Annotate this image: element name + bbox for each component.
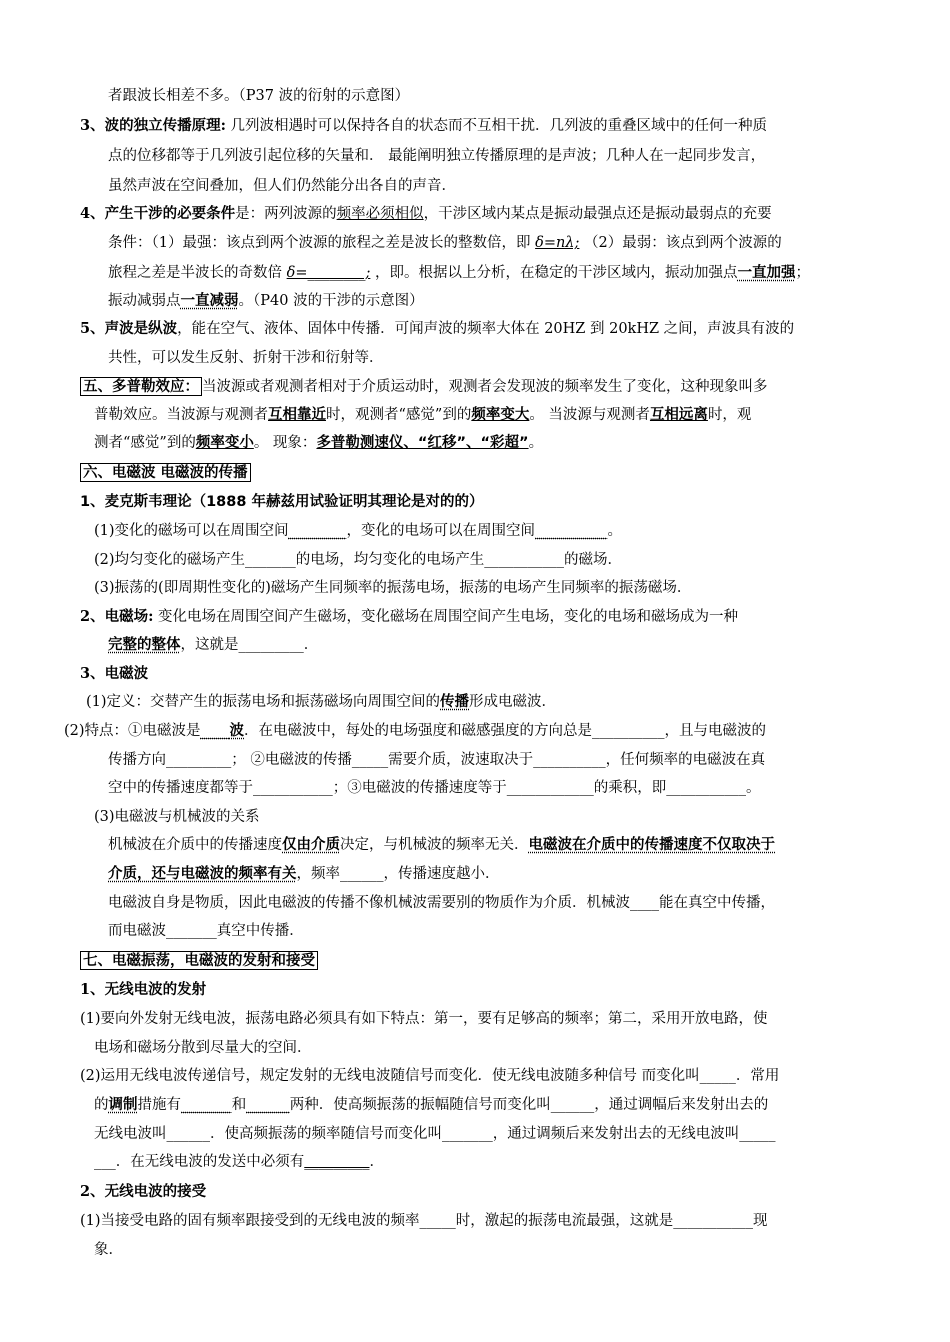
text-segment: (3)振荡的(即周期性变化的)磁场产生同频率的振荡电场，振荡的电场产生同频率的振荡磁场． <box>94 580 692 596</box>
text-line <box>108 921 304 941</box>
text-segment: 变化电场在周围空间产生磁场，变化磁场在周围空间产生电场，变化的电场和磁场成为一种 <box>153 609 739 625</box>
text-segment: (1)要向外发射无线电波，振荡电路必须具有如下特点：第一，要有足够高的频率；第二，采用开放电路，使 <box>80 1011 768 1027</box>
text-segment: ，即。根据以上分析，在稳定的干涉区域内，振动加强点 <box>370 265 738 281</box>
text-segment: 点的位移都等于几列波引起位移的矢量和． 最能阐明独立传播原理的是声波；几种人在一起同步发言， <box>108 148 766 164</box>
text-line <box>94 1240 123 1260</box>
text-segment: 时，观测者“感觉”到的 <box>326 407 472 423</box>
text-segment: ，能在空气、液体、固体中传播．可闻声波的频率大体在 20HZ 到 20kHZ 之间，声波具有波的 <box>177 321 795 337</box>
text-segment: 一直减弱 <box>180 293 239 309</box>
text-line <box>108 778 761 798</box>
text-segment: 2、无线电波的接受 <box>80 1183 207 1200</box>
text-segment: 传播方向_________； ②电磁波的传播_____需要介质，波速取决于__________，任何频率的电磁波在真 <box>108 752 766 768</box>
text-segment: ___．在无线电波的发送中必须有 <box>94 1154 305 1170</box>
text-line <box>80 1009 768 1029</box>
text-segment: __________ <box>535 523 608 539</box>
text-segment: ，干涉区域内某点是振动最强点还是振动最弱点的充要 <box>423 206 772 222</box>
text-segment: δ=________; <box>286 265 371 281</box>
text-line <box>80 1066 779 1086</box>
text-line <box>80 980 206 1000</box>
text-segment: 电场和磁场分散到尽量大的空间． <box>94 1040 312 1056</box>
text-segment: 3、电磁波 <box>80 665 149 682</box>
text-segment: 七、电磁振荡，电磁波的发射和接受 <box>80 951 318 970</box>
text-segment: 旅程之差是半波长的奇数倍 <box>108 265 287 281</box>
text-segment: 电磁波在介质中的传播速度不仅取决于 <box>528 837 775 853</box>
text-segment: 时，观 <box>707 407 752 423</box>
text-segment: δ=nλ; <box>535 235 580 251</box>
text-segment: 3、波的独立传播原理: <box>80 117 226 134</box>
text-segment: 。 现象： <box>253 435 317 451</box>
text-segment: 互相远离 <box>649 407 708 423</box>
text-segment: 条件：（1）最强：该点到两个波源的旅程之差是波长的整数倍，即 <box>108 235 536 251</box>
text-segment: 当波源或者观测者相对于介质运动时，观测者会发现波的频率发生了变化，这种现象叫多 <box>202 379 768 395</box>
text-segment: ，变化的电场可以在周围空间 <box>346 523 536 539</box>
text-line <box>108 176 456 196</box>
text-segment: 是：两列波源的 <box>235 206 337 222</box>
text-line <box>80 377 768 397</box>
text-line <box>108 635 318 655</box>
text-segment: 决定，与机械波的频率无关． <box>340 837 529 853</box>
text-line <box>108 263 810 283</box>
text-segment: (2)特点：①电磁波是 <box>64 723 201 739</box>
text-segment: 而电磁波_______真空中传播． <box>108 923 304 939</box>
text-line <box>108 348 384 368</box>
text-segment: 频率变大 <box>471 407 530 423</box>
text-segment: 。 当波源与观测者 <box>529 407 650 423</box>
text-line <box>80 1211 768 1231</box>
text-line <box>80 204 772 224</box>
text-segment: 一直加强 <box>737 265 796 281</box>
text-segment: 。 <box>607 523 623 539</box>
text-line <box>80 116 767 136</box>
text-segment: 1、麦克斯韦理论（1888 年赫兹用试验证明其理论是对的的） <box>80 494 484 510</box>
text-segment: _________ <box>304 1154 370 1170</box>
text-segment: ． <box>369 1154 384 1170</box>
text-segment: 形成电磁波． <box>469 694 557 710</box>
text-segment: 5、声波是纵波 <box>80 320 178 337</box>
text-segment: 完整的整体 <box>108 637 181 653</box>
text-segment: 频率必须相似 <box>336 206 424 222</box>
text-segment: 振动减弱点 <box>108 293 181 309</box>
text-segment: 调制 <box>108 1097 138 1113</box>
text-segment: 波 <box>229 723 245 739</box>
text-segment: ，这就是_________． <box>180 637 319 653</box>
text-segment: 和 <box>231 1097 247 1113</box>
text-segment: 。 <box>528 435 544 451</box>
text-segment: (3)电磁波与机械波的关系 <box>94 809 260 825</box>
text-segment: _______ <box>181 1097 232 1113</box>
text-segment: 者跟波长相差不多。（P37 波的衍射的示意图） <box>108 88 410 104</box>
text-segment: 几列波相遇时可以保持各自的状态而不互相干扰．几列波的重叠区域中的任何一种质 <box>225 118 768 134</box>
text-line <box>108 233 782 253</box>
text-line <box>94 578 691 598</box>
text-segment: 共性，可以发生反射、折射干涉和衍射等． <box>108 350 384 366</box>
text-segment: (1)定义：交替产生的振荡电场和振荡磁场向周围空间的 <box>86 694 441 710</box>
text-line <box>94 1152 384 1172</box>
text-segment: 五、多普勒效应： <box>80 377 202 396</box>
text-segment: 六、电磁波 电磁波的传播 <box>80 463 251 482</box>
text-line <box>64 721 766 741</box>
text-line <box>94 1124 776 1144</box>
text-line <box>108 86 409 106</box>
text-segment: 象． <box>94 1242 123 1258</box>
text-line <box>86 692 556 712</box>
text-segment: 介质，还与电磁波的频率有关 <box>108 866 297 882</box>
text-segment: (1)变化的磁场可以在周围空间 <box>94 523 289 539</box>
text-line <box>80 1182 206 1202</box>
text-segment: 。（P40 波的干涉的示意图） <box>238 293 424 309</box>
text-line <box>108 750 765 770</box>
text-line <box>108 893 775 913</box>
text-line <box>94 1095 768 1115</box>
text-line <box>94 433 543 453</box>
text-line <box>80 664 148 684</box>
text-segment: 电磁波自身是物质，因此电磁波的传播不像机械波需要别的物质作为介质．机械波____能在真空中传播， <box>108 895 775 911</box>
text-segment: 两种．使高频振荡的振幅随信号而变化叫______，通过调幅后来发射出去的 <box>289 1097 769 1113</box>
text-line <box>94 550 622 570</box>
text-line <box>94 405 751 425</box>
text-segment: 仅由介质 <box>282 837 340 853</box>
text-segment: 普勒效应。当波源与观测者 <box>94 407 268 423</box>
text-segment: (1)当接受电路的固有频率跟接受到的无线电波的频率_____时，激起的振荡电流最强，这就是___________现 <box>80 1213 768 1229</box>
text-line <box>108 291 424 311</box>
text-segment: 空中的传播速度都等于___________；③电磁波的传播速度等于____________的乘积，即___________。 <box>108 780 761 796</box>
text-segment: 多普勒测速仪、“红移”、“彩超” <box>316 435 529 451</box>
text-line <box>80 319 794 339</box>
text-segment: 无线电波叫______．使高频振荡的频率随信号而变化叫_______，通过调频后来发射出去的无线电波叫_____ <box>94 1126 776 1142</box>
text-line <box>80 951 318 971</box>
text-line <box>80 607 738 627</box>
text-segment: 的 <box>94 1097 109 1113</box>
text-segment: 虽然声波在空间叠加，但人们仍然能分出各自的声音． <box>108 178 456 194</box>
text-line <box>94 521 622 541</box>
text-line <box>94 807 260 827</box>
text-segment: (2)均匀变化的磁场产生_______的电场，均匀变化的电场产生___________的磁场． <box>94 552 623 568</box>
text-segment: 频率变小 <box>195 435 254 451</box>
text-line <box>108 864 500 884</box>
text-segment: 4、产生干涉的必要条件 <box>80 205 236 222</box>
text-segment: ，频率______，传播速度越小． <box>296 866 500 882</box>
text-line <box>94 1038 312 1058</box>
text-segment: ________ <box>288 523 347 539</box>
text-segment: 传播 <box>440 694 470 710</box>
text-line <box>80 463 251 483</box>
text-segment: 互相靠近 <box>268 407 326 423</box>
text-segment: ．在电磁波中，每处的电场强度和磁感强度的方向总是__________，且与电磁波的 <box>244 723 767 739</box>
text-line <box>80 492 484 512</box>
text-segment: (2)运用无线电波传递信号，规定发射的无线电波随信号而变化．使无线电波随多种信号 而变化叫_____．常用 <box>80 1068 780 1084</box>
text-segment: ____ <box>200 723 230 739</box>
text-segment: 1、无线电波的发射 <box>80 981 207 998</box>
text-segment: ______ <box>246 1097 290 1113</box>
text-segment: 测者“感觉”到的 <box>94 435 196 451</box>
text-segment: 机械波在介质中的传播速度 <box>108 837 282 853</box>
text-line <box>108 146 765 166</box>
text-segment: （2）最弱：该点到两个波源的 <box>579 235 782 251</box>
text-segment: 2、电磁场: <box>80 608 154 625</box>
text-line <box>108 835 775 855</box>
text-segment: 措施有 <box>137 1097 181 1113</box>
text-segment: ； <box>795 265 810 281</box>
